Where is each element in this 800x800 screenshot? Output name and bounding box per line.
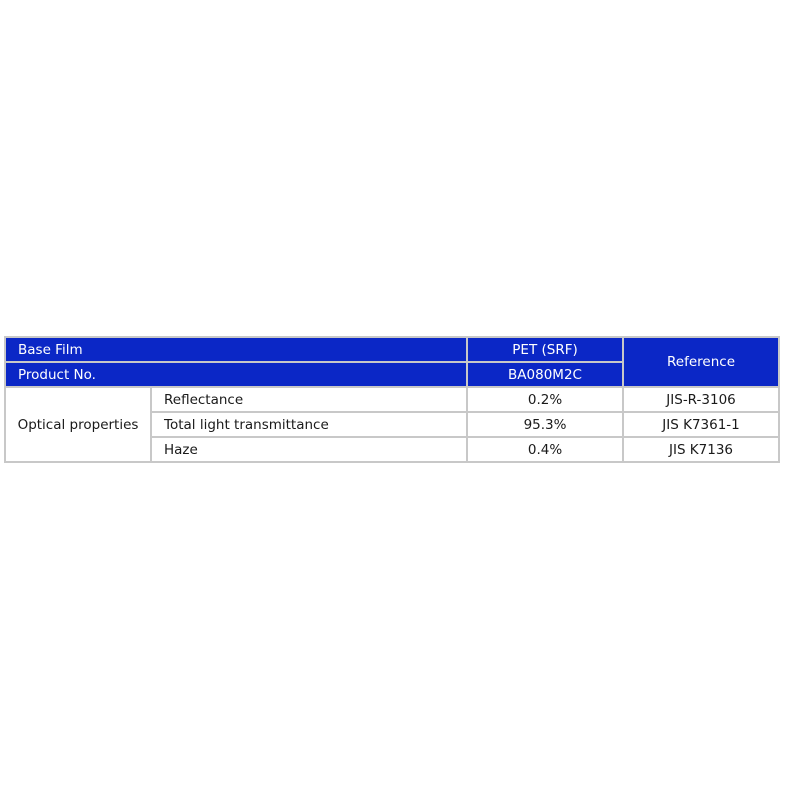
property-name: Haze: [151, 437, 467, 462]
header-row-base-film: [5, 337, 779, 362]
property-reference: JIS K7136: [623, 437, 779, 462]
reference-header: Reference: [623, 337, 779, 387]
table-row: [5, 387, 779, 412]
product-no-value: BA080M2C: [467, 362, 623, 387]
property-value: 95.3%: [467, 412, 623, 437]
property-value: 0.2%: [467, 387, 623, 412]
base-film-value: PET (SRF): [467, 337, 623, 362]
property-reference: JIS K7361-1: [623, 412, 779, 437]
property-reference: JIS-R-3106: [623, 387, 779, 412]
property-value: 0.4%: [467, 437, 623, 462]
product-no-label: Product No.: [5, 362, 467, 387]
property-name: Total light transmittance: [151, 412, 467, 437]
property-name: Reflectance: [151, 387, 467, 412]
spec-table: [4, 336, 780, 463]
base-film-label: Base Film: [5, 337, 467, 362]
section-label-optical-properties: Optical properties: [5, 387, 151, 462]
